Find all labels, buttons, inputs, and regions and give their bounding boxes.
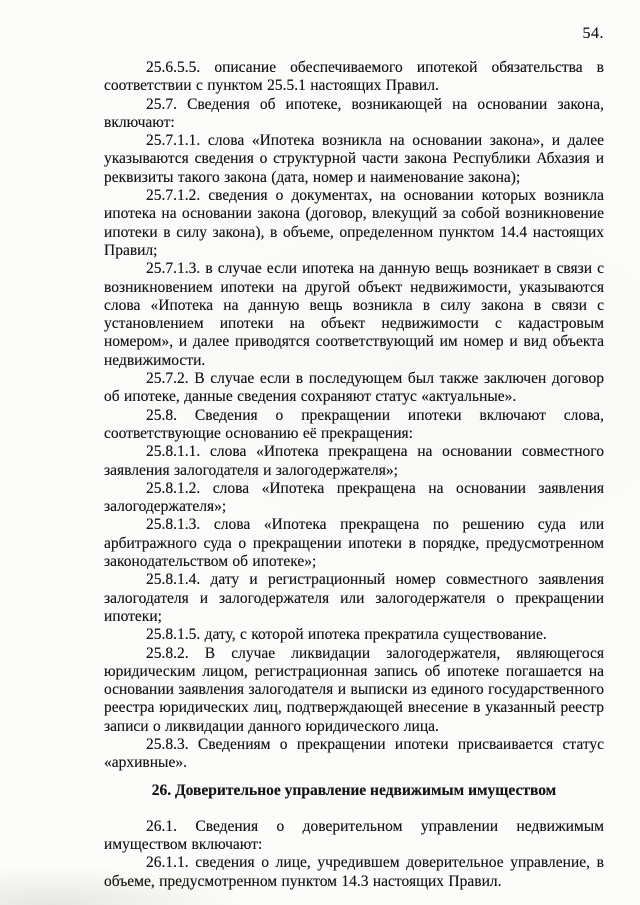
paragraph-25-8-3: 25.8.3. Сведениям о прекращении ипотеки присваивается статус «архивные». [104, 735, 604, 772]
section-heading-26: 26. Доверительное управление недвижимым имуществом [151, 781, 557, 799]
page-number: 54. [582, 25, 604, 42]
document-content [104, 59, 604, 891]
paragraph-26-1-1: 26.1.1. сведения о лице, учредившем доверительное управление, в объеме, предусмотренном пунктом 14.3 настоящих Правил. [104, 854, 604, 890]
paragraph-25-8-1-1: 25.8.1.1. слова «Ипотека прекращена на основании совместного заявления залогодателя и залогодержателя»; [104, 443, 604, 479]
paragraph-25-7-2: 25.7.2. В случае если в последующем был также заключен договор об ипотеке, данные сведения сохраняют статус «актуальные». [104, 370, 604, 406]
paragraph-26-1: 26.1. Сведения о доверительном управлении недвижимым имуществом включают: [104, 817, 604, 854]
paragraph-25-8: 25.8. Сведения о прекращении ипотеки включают слова, соответствующие основанию её прекращения: [104, 406, 604, 442]
paragraph-25-8-2: 25.8.2. В случае ликвидации залогодержателя, являющегося юридическим лицом, регистрационная запись об ипотеке погашается на основании заявления залогодателя и выписки из единого государственного реестра юридических лиц, подтверждающей внесение в указанный реестр записи о ликвидации данного юридического лица. [104, 644, 604, 735]
paragraph-25-8-1-3: 25.8.1.3. слова «Ипотека прекращена по решению суда или арбитражного суда о прекращении ипотеки в порядке, предусмотренном законодательством об ипотеке»; [104, 516, 604, 571]
paragraph-25-7-1-1: 25.7.1.1. слова «Ипотека возникла на основании закона», и далее указываются сведения о структурной части закона Республики Абхазия и реквизиты такого закона (дата, номер и наименование закона); [104, 132, 604, 186]
paragraph-25-8-1-2: 25.8.1.2. слова «Ипотека прекращена на основании заявления залогодержателя»; [104, 479, 604, 516]
paragraph-25-8-1-4: 25.8.1.4. дату и регистрационный номер совместного заявления залогодателя и залогодержателя или залогодержателя о прекращении ипотеки; [104, 571, 604, 625]
paragraph-25-6-5-5: 25.6.5.5. описание обеспечиваемого ипотекой обязательства в соответствии с пунктом 25.5.1 настоящих Правил. [104, 59, 604, 95]
paragraph-25-7: 25.7. Сведения об ипотеке, возникающей на основании закона, включают: [104, 95, 604, 131]
paragraph-25-7-1-3: 25.7.1.3. в случае если ипотека на данную вещь возникает в связи с возникновением ипотеки на другой объект недвижимости, указываются слова «Ипотека на данную вещь возникла в силу закона в связи с установлением ипотеки на объект недвижимости с кадастровым номером», и далее приводятся соответствующий им номер и вид объекта недвижимости. [104, 260, 604, 369]
paragraph-25-7-1-2: 25.7.1.2. сведения о документах, на основании которых возникла ипотека на основании закона (договор, влекущий за собой возникновение ипотеки в силу закона), в объеме, определенном пунктом 14.4 настоящих Правил; [104, 187, 604, 259]
paragraph-25-8-1-5: 25.8.1.5. дату, с которой ипотека прекратила существование. [146, 626, 547, 644]
